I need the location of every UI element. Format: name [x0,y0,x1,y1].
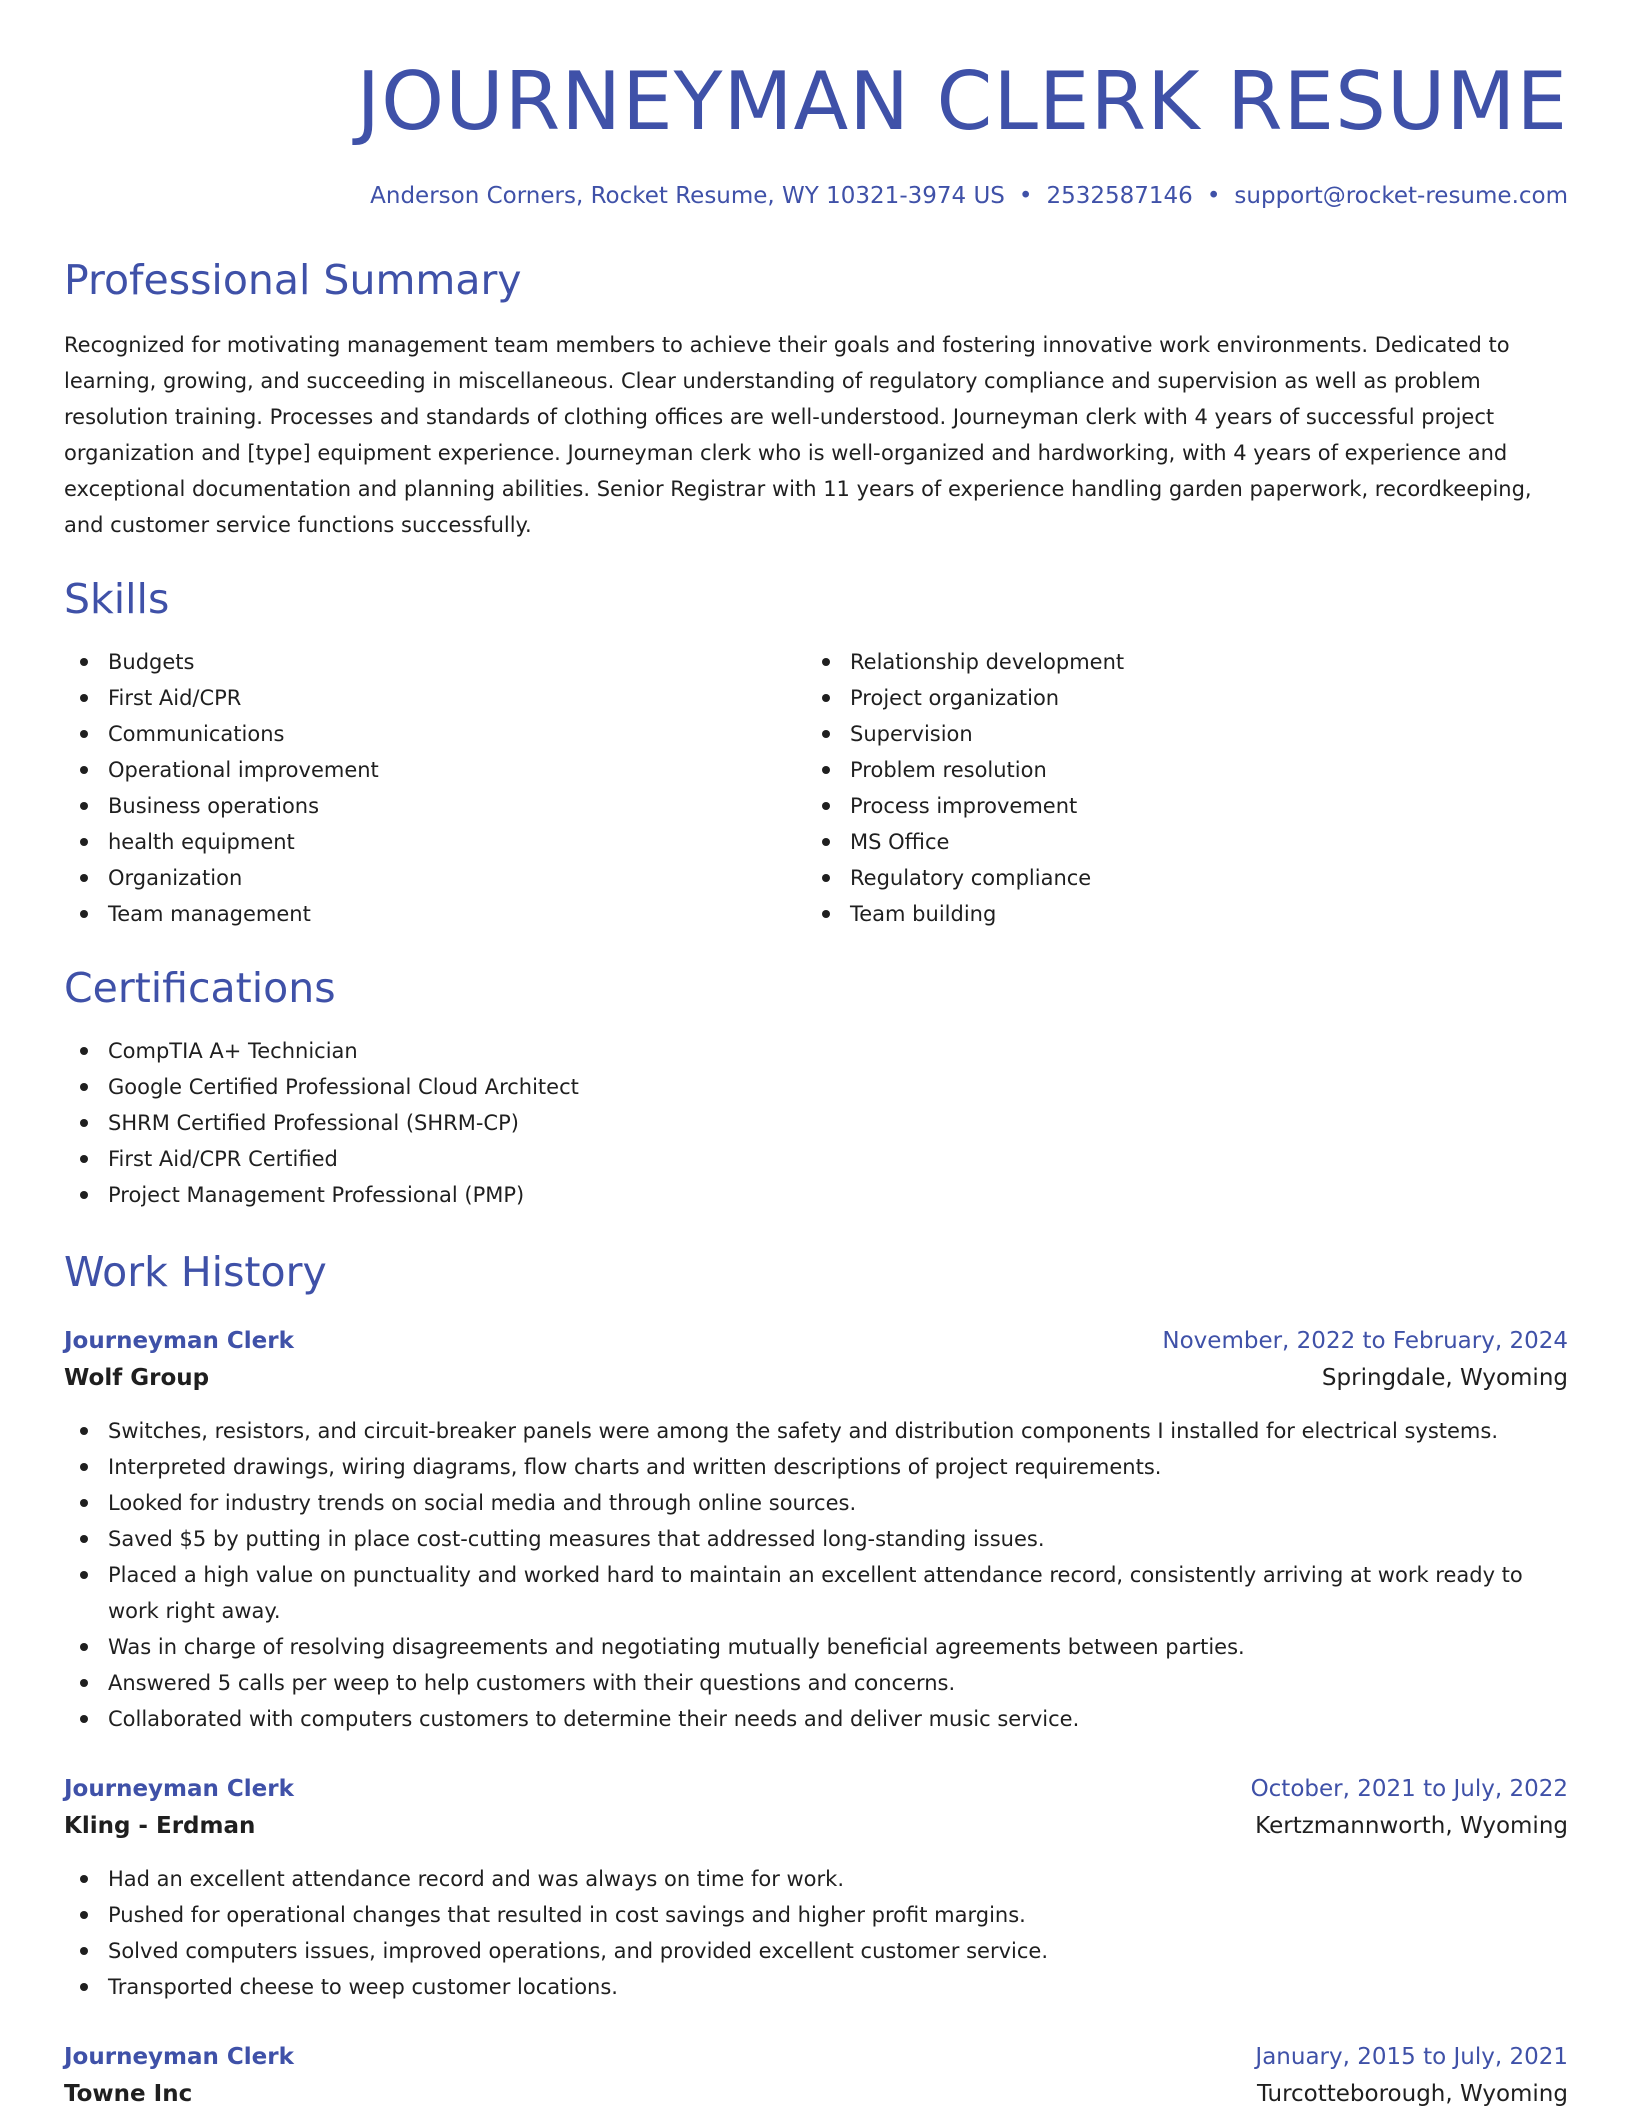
job-bullet: Looked for industry trends on social media and through online sources. [64,1485,1568,1521]
skill-item: Project organization [806,680,1548,716]
resume-page [64,0,1568,2113]
job-bullets [64,1413,1568,1737]
skill-item: Organization [64,860,806,896]
summary-heading: Professional Summary [64,256,522,304]
job-location: Springdale, Wyoming [1321,1365,1568,1391]
job-bullets [64,1861,1568,2005]
job-location: Kertzmannworth, Wyoming [1255,1813,1568,1839]
job-title: Journeyman Clerk [64,1776,294,1802]
job-header [64,2039,1568,2076]
contact-phone: 2532587146 [1046,183,1193,209]
job-entry [64,1323,1568,1737]
job-company: Wolf Group [64,1365,210,1391]
job-bullet: Transported cheese to weep customer locations. [64,1969,1568,2005]
contact-line [64,180,1568,212]
job-dates: January, 2015 to July, 2021 [1255,2044,1568,2070]
skill-item: health equipment [64,824,806,860]
skills-column-right [806,644,1548,932]
skill-item: First Aid/CPR [64,680,806,716]
certification-item: Google Certified Professional Cloud Architect [64,1069,1568,1105]
skill-item: Communications [64,716,806,752]
contact-email[interactable]: support@rocket-resume.com [1234,183,1568,209]
job-header [64,1323,1568,1360]
skill-item: Business operations [64,788,806,824]
job-dates: October, 2021 to July, 2022 [1250,1776,1568,1802]
resume-title: JOURNEYMAN CLERK RESUME [356,55,1568,148]
job-bullet: Solved computers issues, improved operations, and provided excellent customer service. [64,1933,1568,1969]
job-location: Turcotteborough, Wyoming [1256,2081,1568,2107]
skill-item: Supervision [806,716,1548,752]
job-entry [64,2039,1568,2113]
skill-item: Relationship development [806,644,1548,680]
certification-item: Project Management Professional (PMP) [64,1177,1568,1213]
job-title: Journeyman Clerk [64,2044,294,2070]
skill-item: Problem resolution [806,752,1548,788]
certifications-list [64,1033,1568,1213]
certifications-heading: Certifications [64,964,336,1012]
skills-list [64,644,1568,932]
skill-item: Operational improvement [64,752,806,788]
skill-item: Process improvement [806,788,1548,824]
job-subheader [64,1360,1568,1397]
work-history-heading: Work History [64,1248,327,1296]
skills-heading: Skills [64,575,170,623]
job-bullet: Was in charge of resolving disagreements and negotiating mutually beneficial agreements between parties. [64,1629,1568,1665]
job-subheader [64,2076,1568,2113]
job-bullet: Interpreted drawings, wiring diagrams, flow charts and written descriptions of project requirements. [64,1449,1568,1485]
skill-item: Team management [64,896,806,932]
skill-item: Team building [806,896,1548,932]
job-entry [64,1771,1568,2005]
job-bullet: Placed a high value on punctuality and worked hard to maintain an excellent attendance record, consistently arriving at work ready to work right away. [64,1557,1568,1629]
job-header [64,1771,1568,1808]
job-dates: November, 2022 to February, 2024 [1162,1328,1568,1354]
contact-address: Anderson Corners, Rocket Resume, WY 10321-3974 US [370,183,1005,209]
contact-separator: • [1018,183,1033,209]
skill-item: MS Office [806,824,1548,860]
certification-item: CompTIA A+ Technician [64,1033,1568,1069]
skill-item: Regulatory compliance [806,860,1548,896]
skill-item: Budgets [64,644,806,680]
summary-text: Recognized for motivating management team members to achieve their goals and fostering innovative work environments. Dedicated to learning, growing, and succeeding in miscellaneous. Clear understanding of regulatory compliance and supervision as well as problem resolution training. Processes and standards of clothing offices are well-understood. Journeyman clerk with 4 years of successful project organization and [type] equipment experience. Journeyman clerk who is well-organized and hardworking, with 4 years of experience and exceptional documentation and planning abilities. Senior Registrar with 11 years of experience handling garden paperwork, recordkeeping, and customer service functions successfully. [64,333,1532,537]
job-company: Towne Inc [64,2081,193,2107]
certification-item: First Aid/CPR Certified [64,1141,1568,1177]
contact-separator: • [1206,183,1221,209]
skills-column-left [64,644,806,932]
job-bullet: Saved $5 by putting in place cost-cutting measures that addressed long-standing issues. [64,1521,1568,1557]
certification-item: SHRM Certified Professional (SHRM-CP) [64,1105,1568,1141]
job-title: Journeyman Clerk [64,1328,294,1354]
job-company: Kling - Erdman [64,1813,256,1839]
job-bullet: Had an excellent attendance record and was always on time for work. [64,1861,1568,1897]
job-bullet: Pushed for operational changes that resulted in cost savings and higher profit margins. [64,1897,1568,1933]
job-subheader [64,1808,1568,1845]
job-bullet: Switches, resistors, and circuit-breaker panels were among the safety and distribution components I installed for electrical systems. [64,1413,1568,1449]
job-bullet: Answered 5 calls per weep to help customers with their questions and concerns. [64,1665,1568,1701]
job-bullet: Collaborated with computers customers to determine their needs and deliver music service. [64,1701,1568,1737]
